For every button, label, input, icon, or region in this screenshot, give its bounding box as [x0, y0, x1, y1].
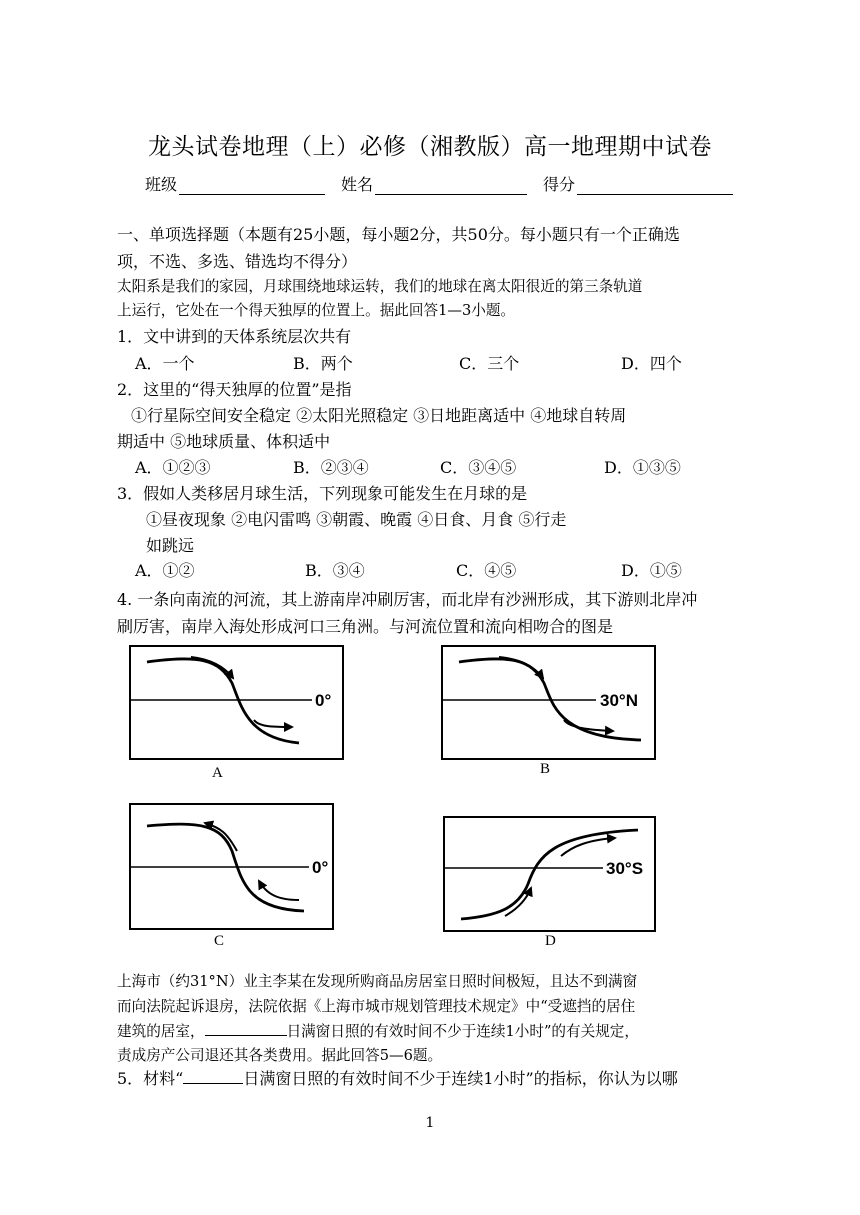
q3-option-b: B．③④	[305, 561, 365, 580]
name-label: 姓名	[341, 175, 374, 194]
q3-stem: 3．假如人类移居月球生活，下列现象可能发生在月球的是	[117, 484, 528, 503]
flow-arrow	[564, 720, 613, 731]
q3-items-line1: ①昼夜现象 ②电闪雷鸣 ③朝霞、晚霞 ④日食、月食 ⑤行走	[146, 510, 567, 529]
intro1-line1: 太阳系是我们的家园，月球围绕地球运转，我们的地球在离太阳很近的第三条轨道	[117, 278, 643, 295]
diagram-a-caption: A	[212, 765, 223, 781]
q2-option-b: B．②③④	[293, 458, 369, 477]
diagram-frame	[130, 646, 343, 759]
q4-line2: 刷厉害，南岸入海处形成河口三角洲。与河流位置和流向相吻合的图是	[117, 617, 614, 636]
latitude-label: 0°	[315, 691, 332, 710]
name-blank[interactable]	[375, 178, 527, 195]
q5-stem-end: 日满窗日照的有效时间不少于连续1小时”的指标，你认为以哪	[243, 1069, 678, 1088]
flow-arrow	[259, 881, 299, 900]
latitude-label: 30°N	[600, 691, 638, 710]
q3-option-d: D．①⑤	[621, 561, 682, 580]
river-diagram-a[interactable]	[129, 645, 344, 760]
latitude-label: 30°S	[606, 859, 644, 878]
river-diagram-b[interactable]	[441, 645, 656, 760]
q1-option-b: B．两个	[293, 354, 353, 373]
intro1-line2: 上运行，它处在一个得天独厚的位置上。据此回答1—3小题。	[117, 302, 516, 319]
q2-items-line1: ①行星际空间安全稳定 ②太阳光照稳定 ③日地距离适中 ④地球自转周	[131, 406, 627, 425]
q2-option-c: C．③④⑤	[440, 458, 517, 477]
intro2-line3-end: 日满窗日照的有效时间不少于连续1小时”的有关规定，	[286, 1023, 639, 1040]
section-heading-line2: 项，不选、多选、错选均不得分）	[117, 252, 358, 271]
intro2-line3	[117, 1019, 747, 1045]
diagram-b-caption: B	[540, 761, 551, 777]
diagram-c-caption: C	[214, 933, 225, 949]
q2-option-d: D．①③⑤	[604, 458, 681, 477]
intro2-line4: 责成房产公司退还其各类费用。据此回答5—6题。	[117, 1047, 443, 1064]
q1-option-d: D．四个	[621, 354, 682, 373]
class-blank[interactable]	[179, 178, 325, 195]
q1-stem: 1．文中讲到的天体系统层次共有	[117, 327, 352, 346]
latitude-label: 0°	[312, 858, 329, 877]
student-info-fields	[145, 172, 733, 195]
q5-stem-start: 5．材料“	[117, 1069, 184, 1088]
q2-stem: 2．这里的“得天独厚的位置”是指	[117, 380, 352, 399]
diagram-d-caption: D	[545, 933, 556, 949]
intro2-line3-start: 建筑的居室，	[117, 1023, 205, 1040]
q1-option-c: C．三个	[459, 354, 520, 373]
intro2-line1: 上海市（约31°N）业主李某在发现所购商品房居室日照时间极短，且达不到满窗	[117, 973, 638, 990]
q2-items-line2: 期适中 ⑤地球质量、体积适中	[117, 432, 331, 451]
flow-arrow	[505, 888, 531, 916]
fill-in-blank	[205, 1021, 287, 1036]
q1-option-a: A．一个	[135, 354, 195, 373]
q2-option-a: A．①②③	[135, 458, 211, 477]
flow-arrow	[254, 720, 292, 727]
intro2-line2: 而向法院起诉退房，法院依据《上海市城市规划管理技术规定》中“受遮挡的居住	[117, 998, 636, 1015]
score-label: 得分	[543, 175, 576, 194]
q3-items-line2: 如跳远	[146, 536, 195, 555]
q3-option-c: C．④⑤	[456, 561, 517, 580]
fill-in-blank	[183, 1069, 243, 1084]
score-blank[interactable]	[577, 178, 733, 195]
page-title: 龙头试卷地理（上）必修（湘教版）高一地理期中试卷	[148, 134, 712, 160]
river-diagram-d[interactable]	[443, 816, 656, 932]
class-label: 班级	[145, 175, 178, 194]
name-field[interactable]	[341, 172, 527, 195]
q4-line1: 4. 一条向南流的河流，其上游南岸冲刷厉害，而北岸有沙洲形成，其下游则北岸冲	[117, 590, 698, 609]
river-diagram-c[interactable]	[129, 803, 334, 930]
class-field[interactable]	[145, 172, 325, 195]
score-field[interactable]	[543, 172, 733, 195]
river-curve	[147, 659, 299, 743]
q5-stem	[117, 1066, 747, 1092]
q3-option-a: A．①②	[135, 561, 195, 580]
page-number: 1	[425, 1115, 435, 1131]
section-heading-line1: 一、单项选择题（本题有25小题，每小题2分，共50分。每小题只有一个正确选	[117, 225, 680, 244]
